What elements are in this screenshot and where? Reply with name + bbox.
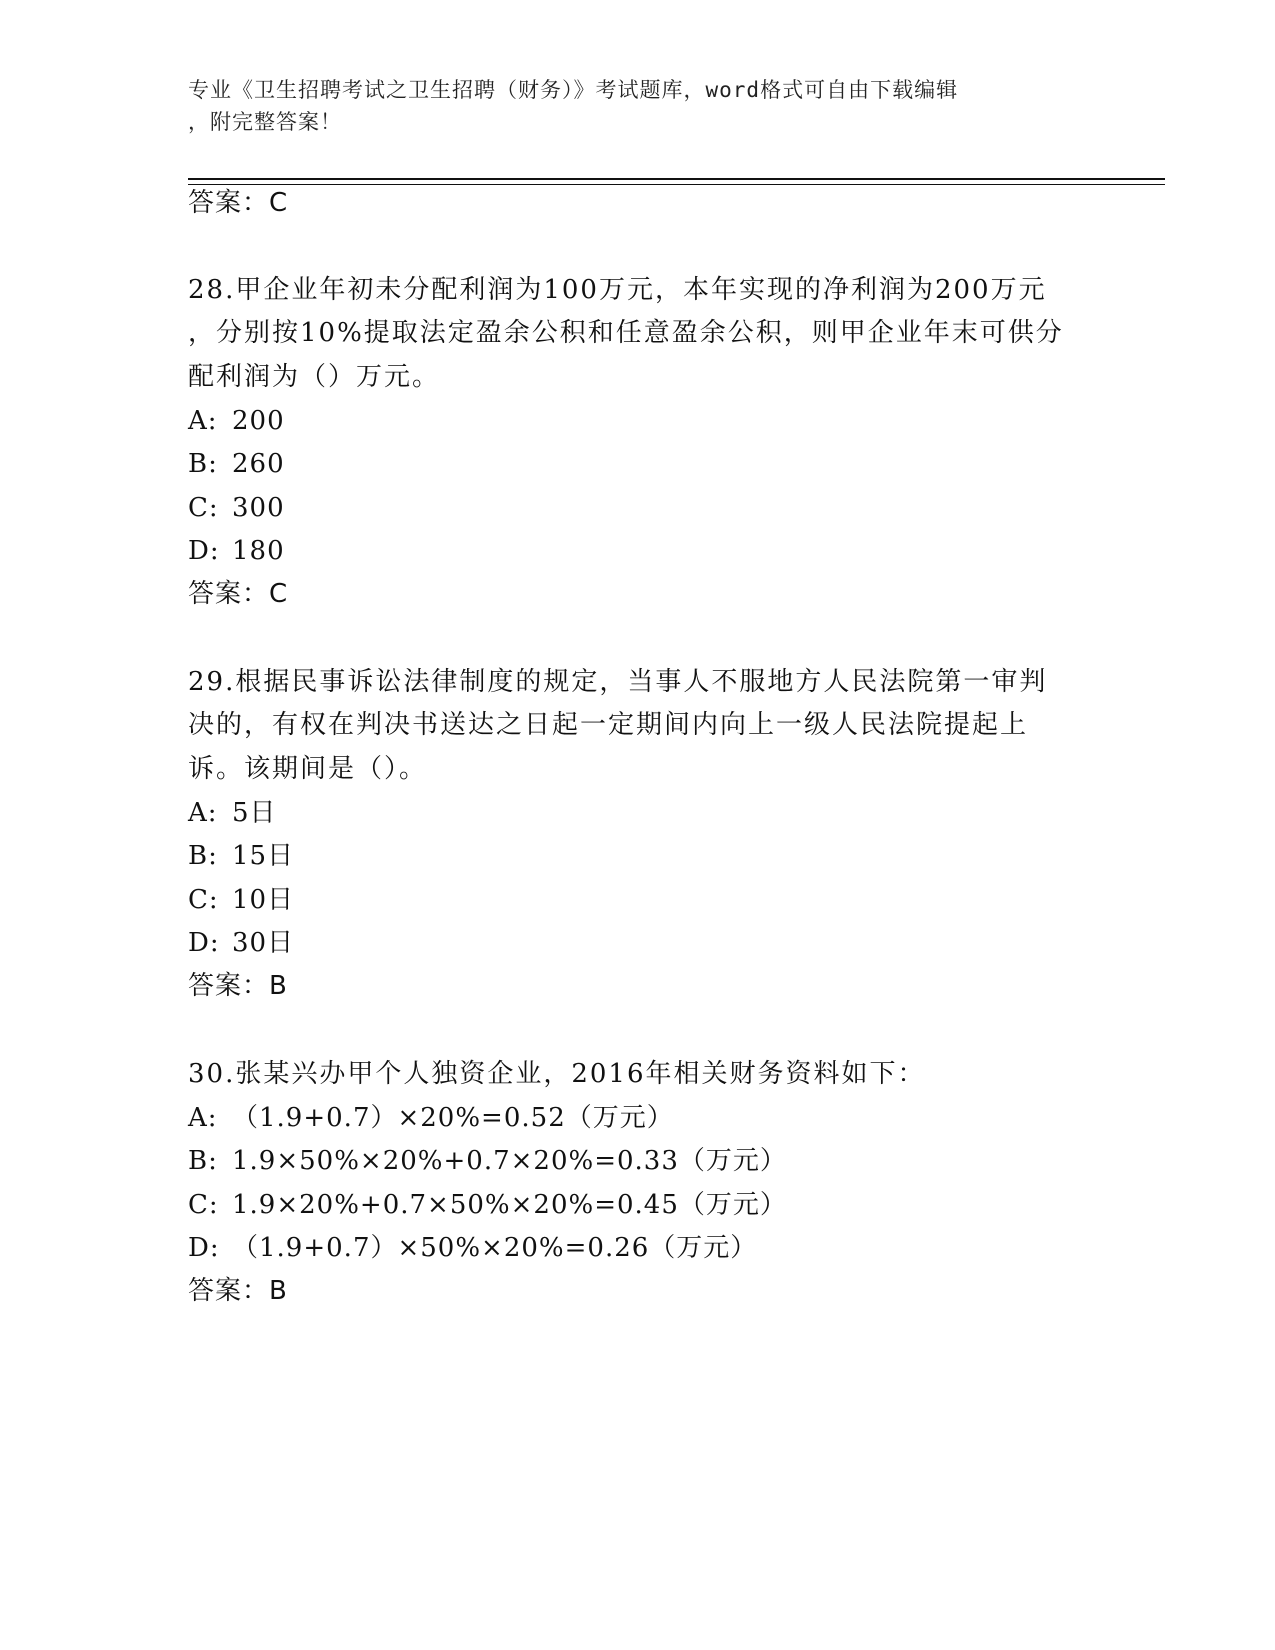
option-text: 5日 (232, 798, 277, 828)
option-text: 200 (232, 406, 285, 436)
question-28-line-1: 28.甲企业年初未分配利润为100万元，本年实现的净利润为200万元 (188, 275, 1047, 305)
question-28-option-a (188, 401, 285, 441)
option-text: 300 (232, 493, 285, 523)
header-line-1: 专业《卫生招聘考试之卫生招聘（财务）》考试题库，word格式可自由下载编辑 (188, 78, 959, 102)
option-text: 1.9×50%×20%+0.7×20%=0.33（万元） (232, 1146, 787, 1176)
option-letter: D: (188, 536, 220, 566)
question-29-option-c (188, 880, 294, 920)
document-header (188, 74, 1088, 138)
option-letter: B: (188, 841, 218, 871)
option-text: 10日 (232, 885, 295, 915)
question-30-line-1: 30.张某兴办甲个人独资企业，2016年相关财务资料如下： (188, 1059, 926, 1089)
question-29-option-a (188, 793, 277, 833)
option-letter: B: (188, 449, 218, 479)
option-letter: B: (188, 1146, 218, 1176)
question-30-option-b (188, 1141, 787, 1181)
question-28-line-3: 配利润为（）万元。 (188, 362, 441, 392)
question-28-line-2: ，分别按10%提取法定盈余公积和任意盈余公积，则甲企业年末可供分 (188, 318, 1064, 348)
header-line-2: ，附完整答案！ (188, 110, 342, 134)
header-rule-thin (188, 184, 1165, 185)
option-text: 15日 (232, 841, 295, 871)
question-30-option-a (188, 1098, 674, 1138)
option-letter: C: (188, 1190, 219, 1220)
option-letter: A: (188, 798, 218, 828)
option-text: （1.9+0.7）×20%=0.52（万元） (232, 1103, 674, 1133)
option-letter: C: (188, 493, 219, 523)
header-rule-thick (188, 178, 1165, 180)
question-28-option-c (188, 488, 285, 528)
question-28-answer: 答案：C (188, 579, 289, 609)
question-29-option-d (188, 923, 294, 963)
option-text: 180 (232, 536, 285, 566)
question-30-option-c (188, 1185, 787, 1225)
option-letter: A: (188, 406, 218, 436)
question-29-line-1: 29.根据民事诉讼法律制度的规定，当事人不服地方人民法院第一审判 (188, 667, 1048, 697)
option-text: 1.9×20%+0.7×50%×20%=0.45（万元） (232, 1190, 787, 1220)
option-text: 30日 (232, 928, 295, 958)
option-letter: C: (188, 885, 219, 915)
question-30-option-d (188, 1228, 757, 1268)
option-letter: D: (188, 928, 220, 958)
question-29-answer: 答案：B (188, 971, 288, 1001)
question-29-line-3: 诉。该期间是（）。 (188, 754, 428, 784)
question-29-line-2: 决的，有权在判决书送达之日起一定期间内向上一级人民法院提起上 (188, 710, 1029, 740)
option-letter: D: (188, 1233, 220, 1263)
option-text: （1.9+0.7）×50%×20%=0.26（万元） (232, 1233, 758, 1263)
option-letter: A: (188, 1103, 218, 1133)
question-29-option-b (188, 836, 294, 876)
previous-answer: 答案：C (188, 188, 289, 218)
question-28-option-d (188, 531, 285, 571)
option-text: 260 (232, 449, 285, 479)
question-30-answer: 答案：B (188, 1276, 288, 1306)
question-28-option-b (188, 444, 285, 484)
